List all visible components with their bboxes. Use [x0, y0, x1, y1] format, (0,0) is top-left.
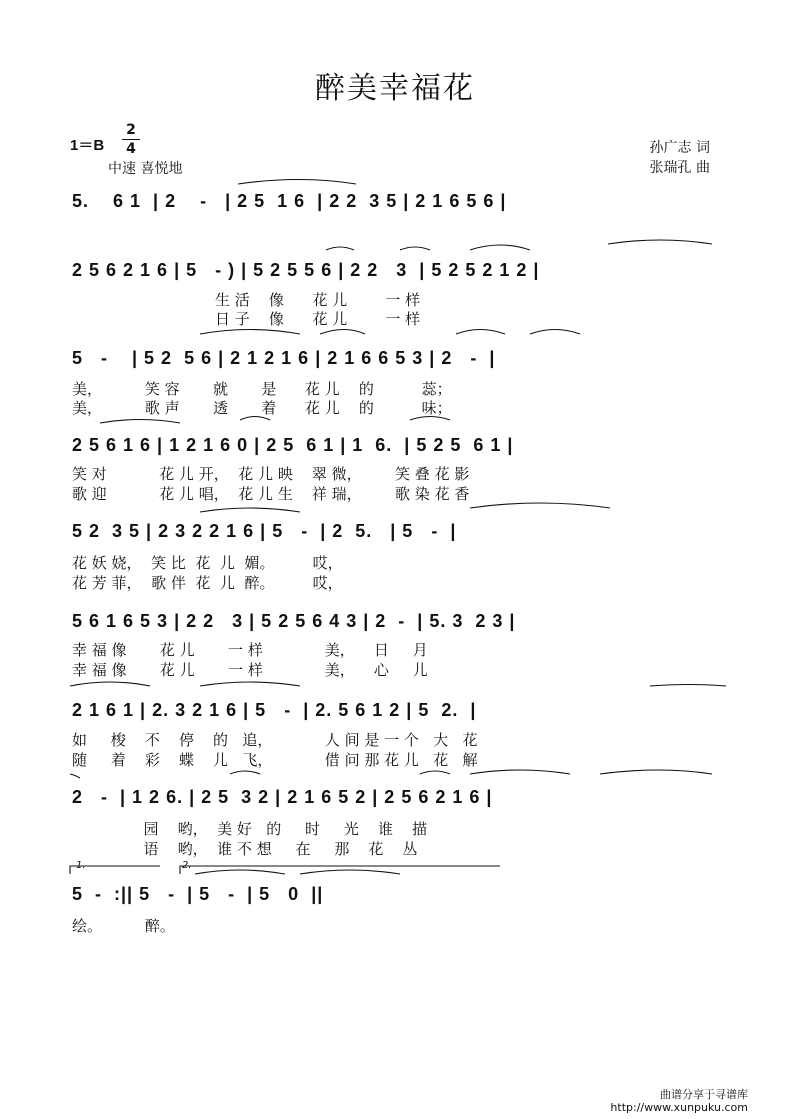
lyrics-row-7-verse-2: 随 着 彩 蝶 儿 飞， 借 问 那 花 儿 花 解 [72, 751, 478, 769]
lyrics-row-8-verse-2: 语 哟， 谁 不 想 在 那 花 丛 [72, 840, 418, 858]
lyrics-row-4-verse-2: 歌 迎 花 儿 唱， 花 儿 生 祥 瑞， 歌 染 花 香 [72, 485, 470, 503]
time-signature: 2 4 [122, 122, 140, 157]
song-title: 醉美幸福花 [315, 71, 475, 106]
lyrics-row-8-verse-1: 园 哟， 美 好 的 时 光 谁 描 [72, 820, 428, 838]
watermark-footer: 曲谱分享于寻谱库 http://www.xunpuku.com [610, 1088, 748, 1114]
composer-credit: 张瑞孔 曲 [649, 160, 710, 176]
lyrics-row-3-verse-2: 美， 歌 声 透 着 花 儿 的 味； [72, 399, 452, 417]
tempo-marking: 中速 喜悦地 [108, 161, 183, 177]
notes-row-6: 5 6 1 6 5 3 | 2 2 3 | 5 2 5 6 4 3 | 2 - | 5. 3 2 3 | [72, 611, 516, 631]
lyrics-row-6-verse-2: 幸 福 像 花 儿 一 样 美， 心 儿 [72, 661, 428, 679]
lyrics-row-4-verse-1: 笑 对 花 儿 开， 花 儿 映 翠 微， 笑 叠 花 影 [72, 465, 470, 483]
lyrics-row-5-verse-2: 花 芳 菲， 歌 伴 花 儿 醉。 哎， [72, 574, 343, 592]
notes-row-7: 2 1 6 1 | 2. 3 2 1 6 | 5 - | 2. 5 6 1 2 | 5 2. | [72, 700, 477, 720]
notes-row-9: 5 - :|| 5 - | 5 - | 5 0 || [72, 884, 324, 904]
lyrics-row-2-verse-2: 日 子 像 花 儿 一 样 [72, 310, 421, 328]
second-ending-label: 2. [182, 860, 192, 871]
lyrics-row-5-verse-1: 花 妖 娆， 笑 比 花 儿 媚。 哎， [72, 554, 343, 572]
notes-row-5: 5 2 3 5 | 2 3 2 2 1 6 | 5 - | 2 5. | 5 - | [72, 521, 457, 541]
key-signature: 1＝B [70, 137, 105, 154]
lyrics-row-2-verse-1: 生 活 像 花 儿 一 样 [72, 291, 421, 309]
lyrics-row-7-verse-1: 如 梭 不 停 的 追， 人 间 是 一 个 大 花 [72, 731, 478, 749]
notes-row-2: 2 5 6 2 1 6 | 5 - ) | 5 2 5 5 6 | 2 2 3 | 5 2 5 2 1 2 | [72, 260, 540, 280]
notes-row-1: 5. 6 1 | 2 - | 2 5 1 6 | 2 2 3 5 | 2 1 6 5 6 | [72, 191, 507, 211]
lyrics-row-6-verse-1: 幸 福 像 花 儿 一 样 美， 日 月 [72, 641, 428, 659]
lyrics-row-9: 绘。 醉。 [72, 917, 175, 935]
lyricist-credit: 孙广志 词 [649, 140, 710, 156]
first-ending-label: 1. [76, 860, 86, 871]
lyrics-row-3-verse-1: 美， 笑 容 就 是 花 儿 的 蕊； [72, 380, 452, 398]
notes-row-4: 2 5 6 1 6 | 1 2 1 6 0 | 2 5 6 1 | 1 6. | 5 2 5 6 1 | [72, 435, 514, 455]
notes-row-3: 5 - | 5 2 5 6 | 2 1 2 1 6 | 2 1 6 6 5 3 | 2 - | [72, 348, 496, 368]
notes-row-8: 2 - | 1 2 6. | 2 5 3 2 | 2 1 6 5 2 | 2 5 6 2 1 6 | [72, 787, 493, 807]
